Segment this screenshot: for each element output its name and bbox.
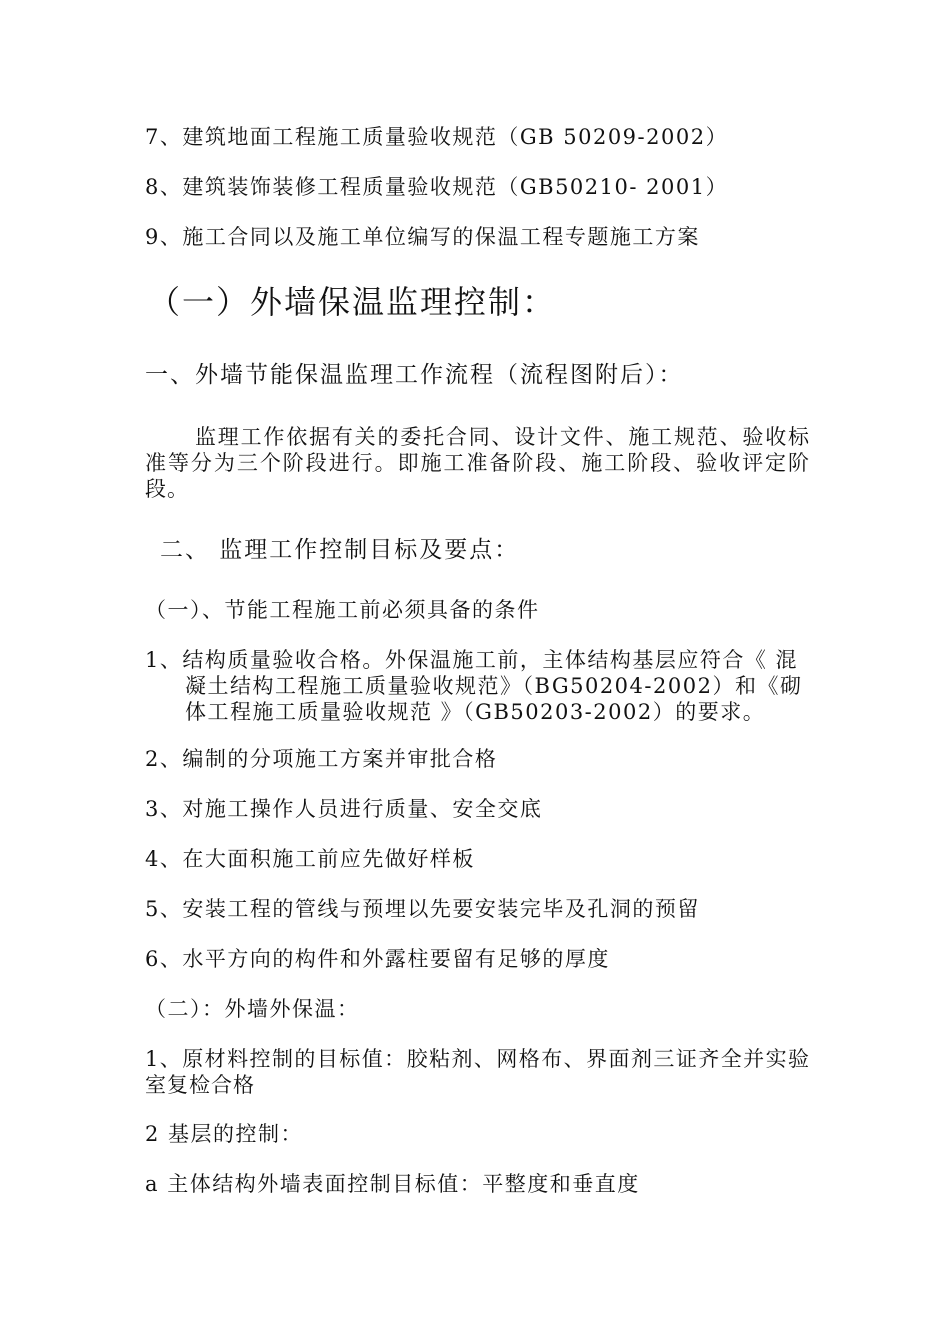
reference-item-8: 8、建筑装饰装修工程质量验收规范（GB50210- 2001） (145, 175, 729, 199)
condition-item-1-line-2: 凝土结构工程施工质量验收规范》（BG50204-2002）和《砌 (185, 674, 803, 698)
condition-item-5: 5、安装工程的管线与预埋以先要安装完毕及孔洞的预留 (145, 897, 700, 921)
external-insulation-item-1: 1、原材料控制的目标值：胶粘剂、网格布、界面剂三证齐全并实验室复检合格 (145, 1047, 810, 1097)
condition-item-1-line-3: 体工程施工质量验收规范 》（GB50203-2002）的要求。 (185, 700, 766, 724)
subsection-1-paragraph: 监理工作依据有关的委托合同、设计文件、施工规范、验收标准等分为三个阶段进行。即施工准备阶段、施工阶段、验收评定阶段。 (145, 425, 810, 501)
section-title: （一）外墙保温监理控制： (148, 283, 557, 321)
condition-item-2: 2、编制的分项施工方案并审批合格 (145, 747, 498, 771)
condition-item-1-line-1: 1、结构质量验收合格。外保温施工前，主体结构基层应符合《 混 (145, 648, 799, 672)
condition-item-6: 6、水平方向的构件和外露柱要留有足够的厚度 (145, 947, 610, 971)
reference-item-9: 9、施工合同以及施工单位编写的保温工程专题施工方案 (145, 225, 700, 249)
group-2-title: （二）：外墙外保温： (145, 997, 360, 1021)
condition-item-3: 3、对施工操作人员进行质量、安全交底 (145, 797, 543, 821)
external-insulation-item-3: a 主体结构外墙表面控制目标值：平整度和垂直度 (145, 1172, 640, 1196)
subsection-1-title: 一、外墙节能保温监理工作流程（流程图附后）： (145, 362, 684, 388)
external-insulation-item-2: 2 基层的控制： (145, 1122, 304, 1146)
condition-item-4: 4、在大面积施工前应先做好样板 (145, 847, 475, 871)
subsection-2-title: 二、 监理工作控制目标及要点： (160, 537, 520, 563)
group-1-title: （一）、节能工程施工前必须具备的条件 (145, 598, 540, 622)
reference-item-7: 7、建筑地面工程施工质量验收规范（GB 50209-2002） (145, 125, 729, 149)
